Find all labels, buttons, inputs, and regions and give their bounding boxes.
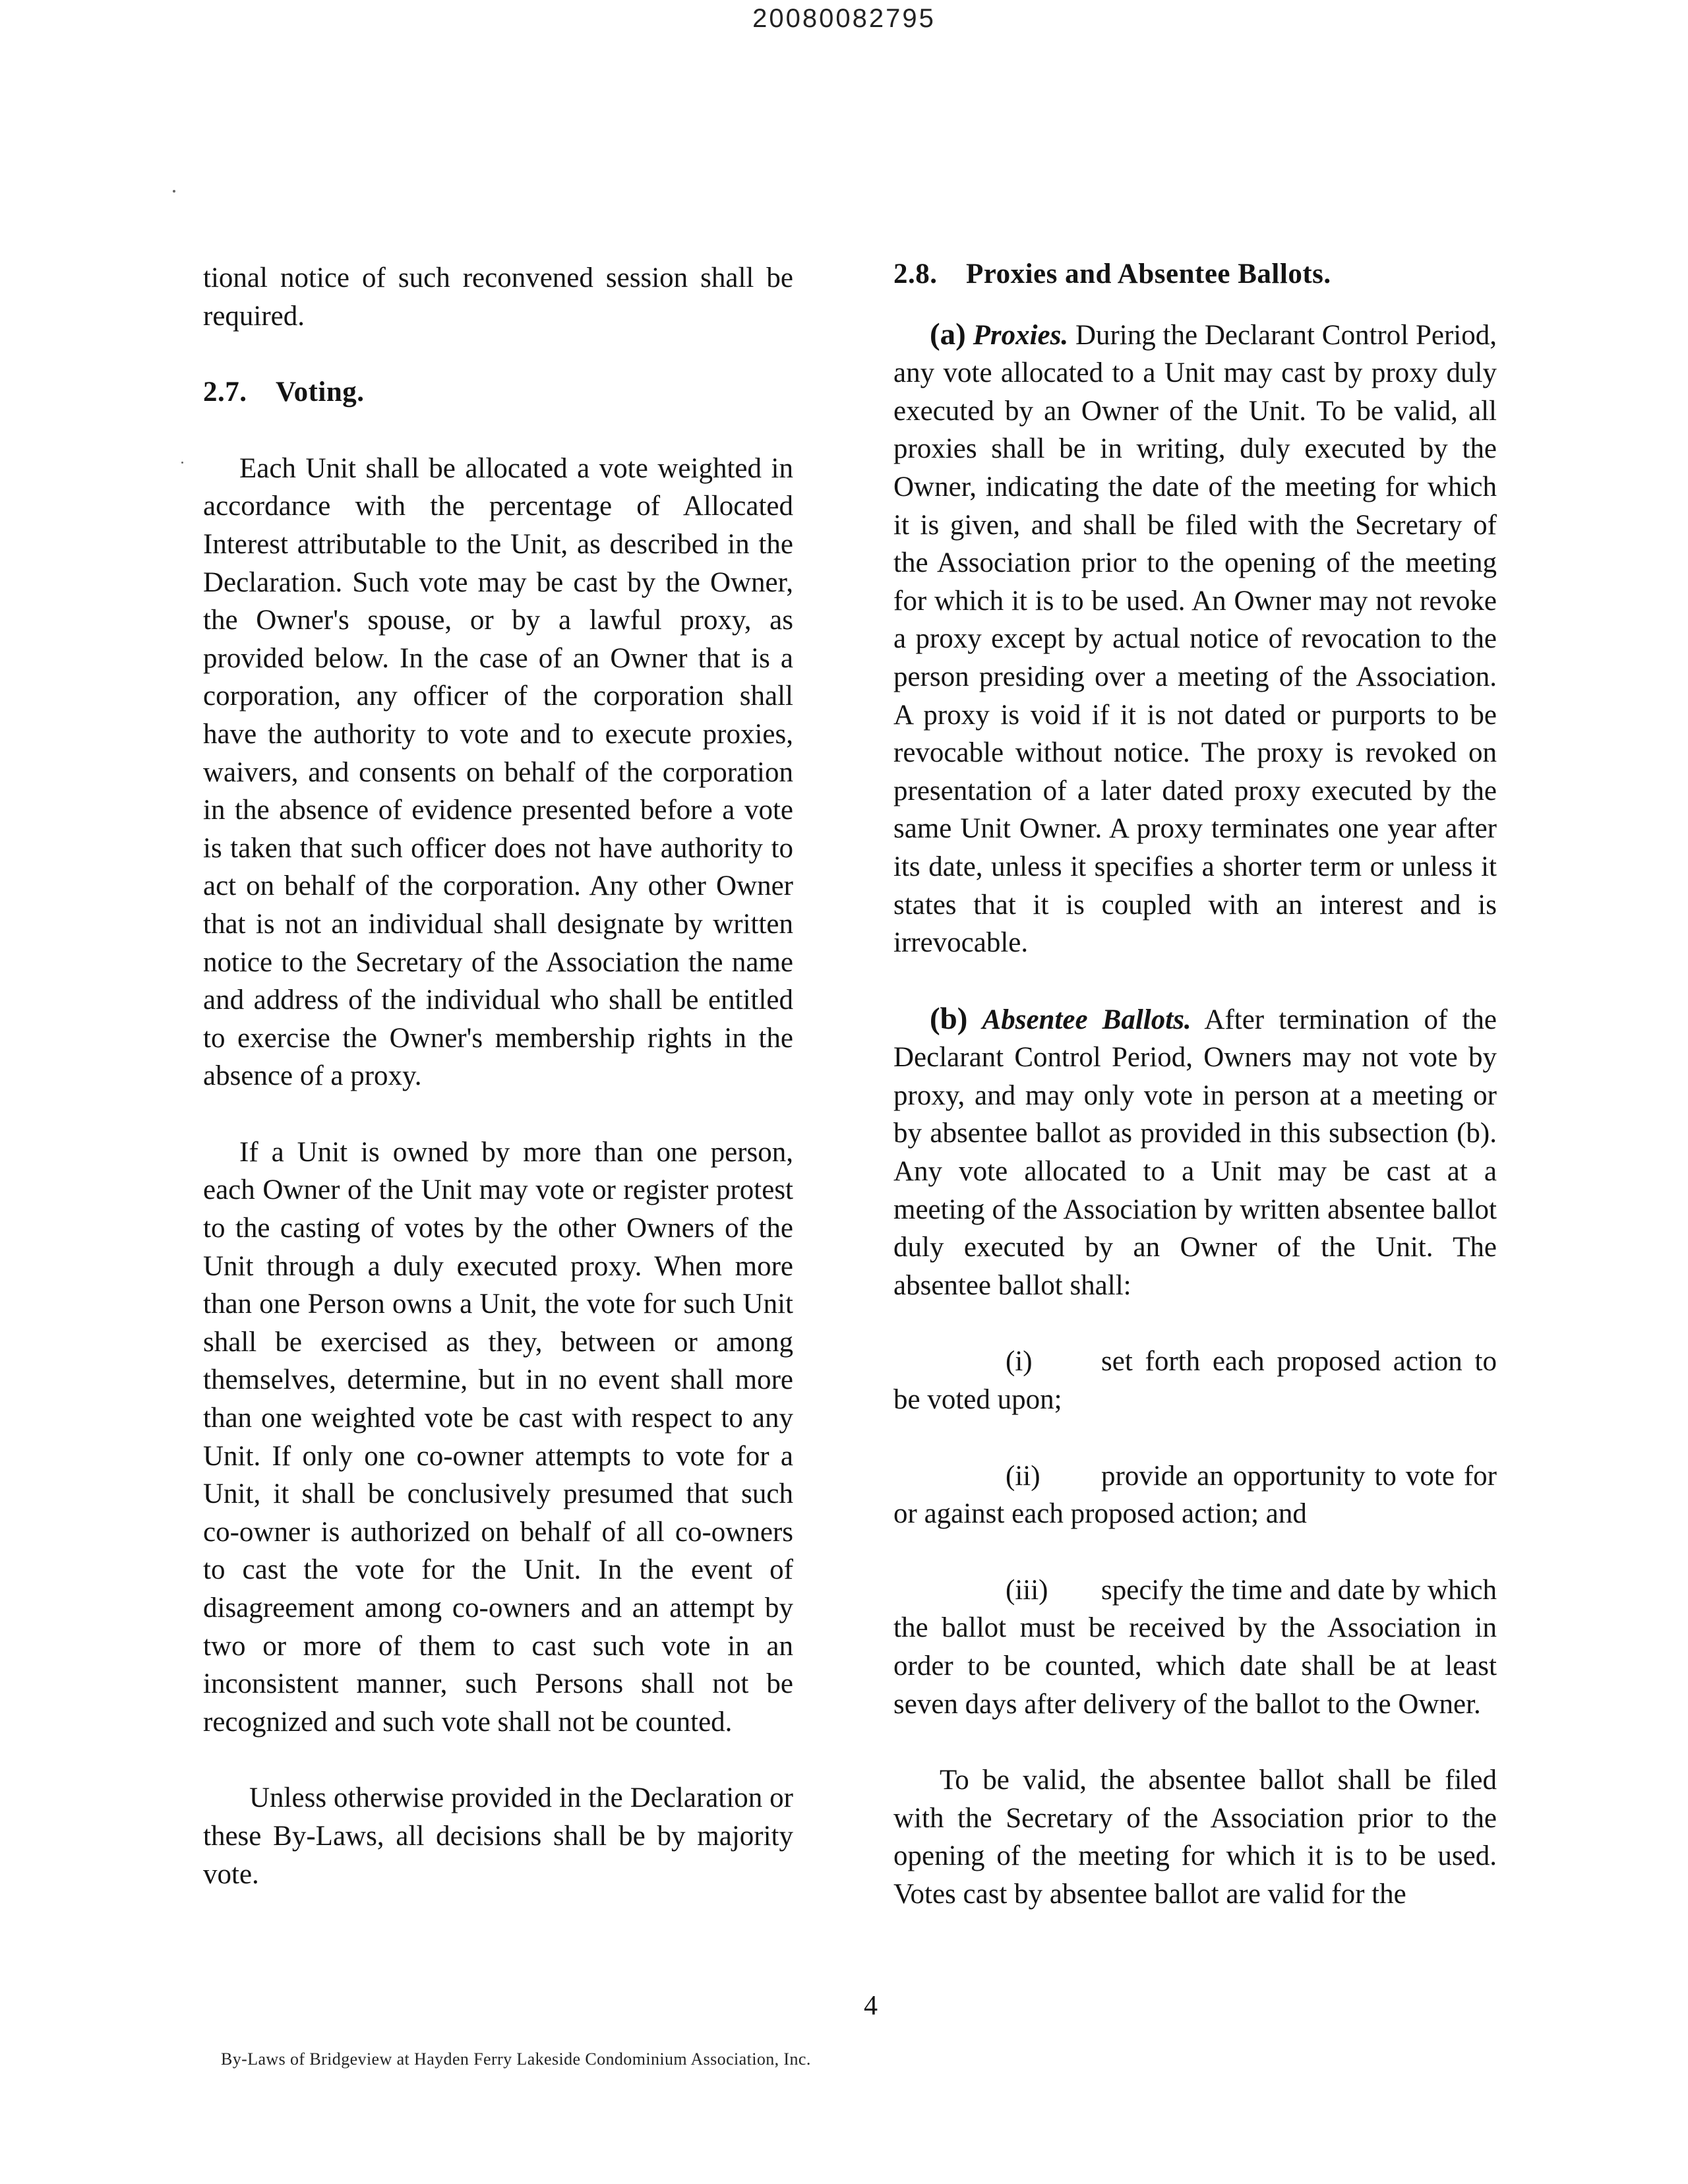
list-text: set forth each proposed action to be voted upon; [893,1346,1497,1416]
section-title: Proxies and Absentee Ballots. [966,258,1331,289]
voting-paragraph-1: Each Unit shall be allocated a vote weighted in accordance with the percentage of Allocated Interest attributable to the Unit, as described in the Declaration. Such vote may be cast by the Owner, the Owner's spouse, or by a lawful proxy, as provided below. In the case of an Owner that is a corporation, any officer of the corporation shall have the authority to vote and to execute proxies, waivers, and consents on behalf of the corporation in the absence of evidence presented before a vote is taken that such officer does not have authority to act on behalf of the corporation. Any other Owner that is not an individual shall designate by written notice to the Secretary of the Association the name and address of the individual who shall be entitled to exercise the Owner's membership rights in the absence of a proxy. [203,452,793,1092]
section-heading-2-8 [893,255,1497,293]
subsection-label: (b) [930,1001,968,1036]
absentee-ballots-paragraph [893,1000,1497,1305]
voting-paragraph-2: If a Unit is owned by more than one person, each Owner of the Unit may vote or register protest to the casting of votes by the other Owners of the Unit through a duly executed proxy. When more than one Person owns a Unit, the vote for such Unit shall be exercised as they, between or among themselves, determine, but in no event shall more than one weighted vote be cast with respect to any Unit. If only one co-owner attempts to vote for a Unit, it shall be conclusively presumed that such co-owner is authorized on behalf of all co-owners to cast the vote for the Unit. In the event of disagreement among co-owners and an attempt by two or more of them to cast such vote in an inconsistent manner, such Persons shall not be recognized and such vote shall not be counted. [203,1136,793,1738]
continued-paragraph: tional notice of such reconvened session shall be required. [203,262,793,332]
page-number: 4 [864,1991,878,2021]
subsection-title: Proxies. [973,319,1069,351]
list-marker: (iii) [1006,1574,1048,1606]
subsection-text: After termination of the Declarant Control Period, Owners may not vote by proxy, and may only vote in person at a meeting or by absentee ballot as provided in this subsection (b). Any vote allocated to a Unit may be cast at a meeting of the Association by written absentee ballot duly executed by an Owner of the Unit. The absentee ballot shall: [893,1004,1497,1301]
list-text: specify the time and date by which the ballot must be received by the Association in order to be counted, which date shall be at least seven days after delivery of the ballot to the Owner. [893,1574,1497,1720]
list-marker: (ii) [1006,1460,1040,1492]
list-item [893,1457,1497,1533]
voting-paragraph-3: Unless otherwise provided in the Declaration or these By-Laws, all decisions shall be by majority vote. [203,1782,793,1890]
subsection-title: Absentee Ballots. [982,1004,1191,1035]
subsection-label: (a) [930,317,966,351]
left-column [203,259,793,1893]
proxies-paragraph [893,316,1497,962]
document-number: 20080082795 [752,4,936,33]
closing-paragraph: To be valid, the absentee ballot shall be filed with the Secretary of the Association prior to the opening of the meeting for which it is to be used. Votes cast by absentee ballot are valid for the [893,1765,1497,1910]
scan-speck [173,190,175,193]
subsection-text: During the Declarant Control Period, any vote allocated to a Unit may cast by proxy duly executed by an Owner of the Unit. To be valid, all proxies shall be in writing, duly executed by the Owner, indicating the date of the meeting for which it is given, and shall be filed with the Secretary of the Association prior to the opening of the meeting for which it is to be used. An Owner may not revoke a proxy except by actual notice of revocation to the person presiding over a meeting of the Association. A proxy is void if it is not dated or purports to be revocable without notice. The proxy is revoked on presentation of a later dated proxy executed by the same Unit Owner. A proxy terminates one year after its date, unless it specifies a shorter term or unless it states that it is coupled with an interest and is irrevocable. [893,319,1497,959]
list-item [893,1343,1497,1418]
page-footer: By-Laws of Bridgeview at Hayden Ferry Lakeside Condominium Association, Inc. [221,2049,811,2069]
list-text: provide an opportunity to vote for or against each proposed action; and [893,1460,1497,1530]
section-number: 2.7. [203,377,247,408]
scan-speck [181,462,183,464]
section-title: Voting. [276,377,365,408]
section-heading-2-7 [203,373,793,411]
list-marker: (i) [1006,1346,1033,1378]
right-column [893,255,1497,1914]
section-number: 2.8. [893,258,938,289]
list-item [893,1571,1497,1723]
